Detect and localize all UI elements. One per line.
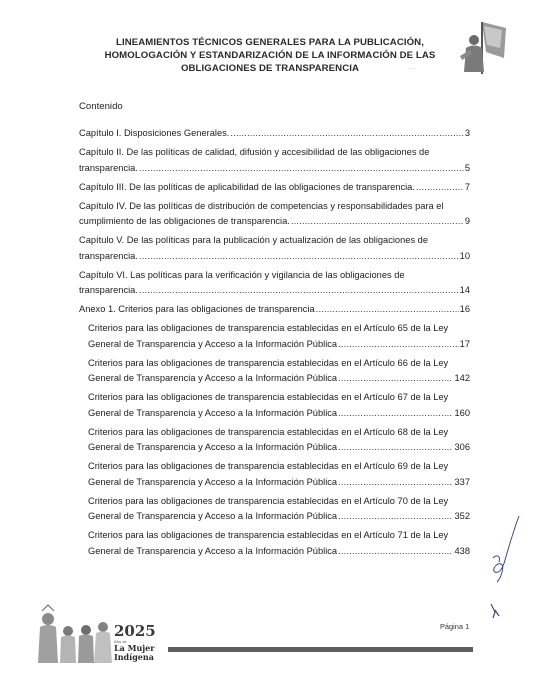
flag-figure-logo-icon: [452, 18, 510, 76]
logo-line: La Mujer: [114, 643, 155, 653]
dot-leader: [338, 337, 459, 353]
toc-entry-text: General de Transparencia y Acceso a la Información Pública: [88, 338, 338, 349]
women-illustration-icon: [36, 603, 116, 663]
table-of-contents: [79, 126, 470, 559]
toc-page-number: 9: [464, 216, 470, 226]
toc-page-number: 7: [464, 181, 470, 192]
toc-entry-text: Criterios para las obligaciones de transparencia establecidas en el Artículo 65 de la Ley: [88, 323, 449, 333]
dot-leader: [338, 475, 453, 491]
toc-entry-text: General de Transparencia y Acceso a la Información Pública: [88, 476, 338, 487]
toc-entry[interactable]: [79, 199, 470, 230]
toc-page-number: 142: [454, 373, 470, 383]
dot-leader: [338, 440, 453, 456]
toc-entry-text: transparencia.: [79, 250, 138, 261]
toc-entry-text: Capítulo V. De las políticas para la publicación y actualización de las obligaciones de: [79, 235, 429, 245]
document-title: [100, 36, 440, 75]
title-line: OBLIGACIONES DE TRANSPARENCIA: [180, 63, 360, 74]
toc-page-number: 17: [459, 338, 470, 349]
dot-leader: [338, 371, 453, 387]
toc-entry[interactable]: [79, 126, 470, 142]
toc-page-number: 14: [459, 285, 470, 295]
toc-entry-text: General de Transparencia y Acceso a la Información Pública: [88, 545, 338, 556]
toc-page-number: 352: [454, 511, 470, 521]
toc-entry[interactable]: [79, 233, 470, 264]
toc-entry-text: General de Transparencia y Acceso a la Información Pública: [88, 407, 338, 418]
toc-sub-entry[interactable]: [79, 390, 470, 421]
dot-leader: [139, 161, 464, 177]
dot-leader: [139, 249, 459, 265]
toc-entry-text: Criterios para las obligaciones de transparencia establecidas en el Artículo 67 de la Ley: [88, 392, 449, 402]
toc-entry-text: transparencia.: [79, 285, 138, 295]
toc-entry-text: Capítulo VI. Las políticas para la verificación y vigilancia de las obligaciones de: [79, 269, 405, 280]
toc-page-number: 16: [459, 304, 470, 314]
toc-sub-entry[interactable]: [79, 494, 470, 525]
toc-entry-text: General de Transparencia y Acceso a la Información Pública: [88, 442, 338, 452]
toc-sub-entry[interactable]: [79, 425, 470, 456]
toc-page-number: 160: [454, 407, 470, 418]
toc-sub-entry[interactable]: [79, 459, 470, 490]
page-number: Página 1: [440, 622, 470, 631]
toc-page-number: 438: [454, 545, 470, 556]
toc-entry-text: transparencia.: [79, 162, 138, 173]
dot-leader: [338, 406, 453, 422]
year-text: 2025: [114, 622, 156, 640]
footer-bar: [168, 647, 473, 652]
toc-page-number: 10: [459, 250, 470, 261]
toc-entry-text: Capítulo II. De las políticas de calidad, difusión y accesibilidad de las obligaciones de: [79, 147, 430, 157]
toc-entry-text: Capítulo III. De las políticas de aplicabilidad de las obligaciones de transparencia.: [79, 181, 415, 192]
toc-entry[interactable]: [79, 180, 470, 196]
title-line: HOMOLOGACIÓN Y ESTANDARIZACIÓN DE LA INFORMACIÓN DE LAS: [104, 50, 436, 61]
toc-entry[interactable]: [79, 145, 470, 176]
toc-entry-text: cumplimiento de las obligaciones de transparencia.: [79, 216, 290, 226]
toc-sub-entry[interactable]: [79, 321, 470, 352]
toc-page-number: 337: [454, 476, 470, 487]
toc-entry-text: Capítulo I. Disposiciones Generales.: [79, 128, 230, 138]
toc-entry-text: Capítulo IV. De las políticas de distribución de competencias y responsabilidades para el: [79, 200, 444, 211]
toc-entry-text: Criterios para las obligaciones de transparencia establecidas en el Artículo 68 de la Ley: [88, 426, 449, 437]
toc-entry[interactable]: [79, 302, 470, 318]
toc-heading: Contenido: [79, 101, 123, 112]
toc-entry-text: Criterios para las obligaciones de transparencia establecidas en el Artículo 70 de la Ley: [88, 495, 449, 506]
toc-entry-text: Criterios para las obligaciones de transparencia establecidas en el Artículo 69 de la Ley: [88, 461, 449, 471]
toc-sub-entry[interactable]: [79, 356, 470, 387]
dot-leader: [230, 126, 463, 142]
dot-leader: [338, 544, 453, 560]
dot-leader: [416, 180, 464, 196]
toc-entry[interactable]: [79, 268, 470, 299]
dot-leader: [291, 214, 464, 230]
dot-leader: [139, 283, 459, 299]
dot-leader: [338, 509, 453, 525]
toc-page-number: 3: [464, 128, 470, 138]
toc-page-number: 5: [464, 162, 470, 173]
dot-leader: [316, 302, 459, 318]
toc-entry-text: General de Transparencia y Acceso a la Información Pública: [88, 511, 338, 521]
handwritten-signature-icon: [483, 512, 523, 622]
toc-page-number: 306: [454, 442, 470, 452]
title-line: LINEAMIENTOS TÉCNICOS GENERALES PARA LA PUBLICACIÓN,: [116, 37, 424, 48]
logo-line: Indígena: [114, 652, 154, 662]
header-mark: ·· ·: [408, 66, 416, 72]
toc-entry-text: General de Transparencia y Acceso a la Información Pública: [88, 373, 338, 383]
toc-sub-entry[interactable]: [79, 528, 470, 559]
year-logo: [114, 624, 164, 662]
toc-entry-text: Criterios para las obligaciones de transparencia establecidas en el Artículo 66 de la Ley: [88, 357, 449, 368]
toc-entry-text: Criterios para las obligaciones de transparencia establecidas en el Artículo 71 de la Ley: [88, 530, 449, 540]
year-caption: Año de: [114, 639, 127, 644]
toc-entry-text: Anexo 1. Criterios para las obligaciones de transparencia: [79, 304, 315, 314]
